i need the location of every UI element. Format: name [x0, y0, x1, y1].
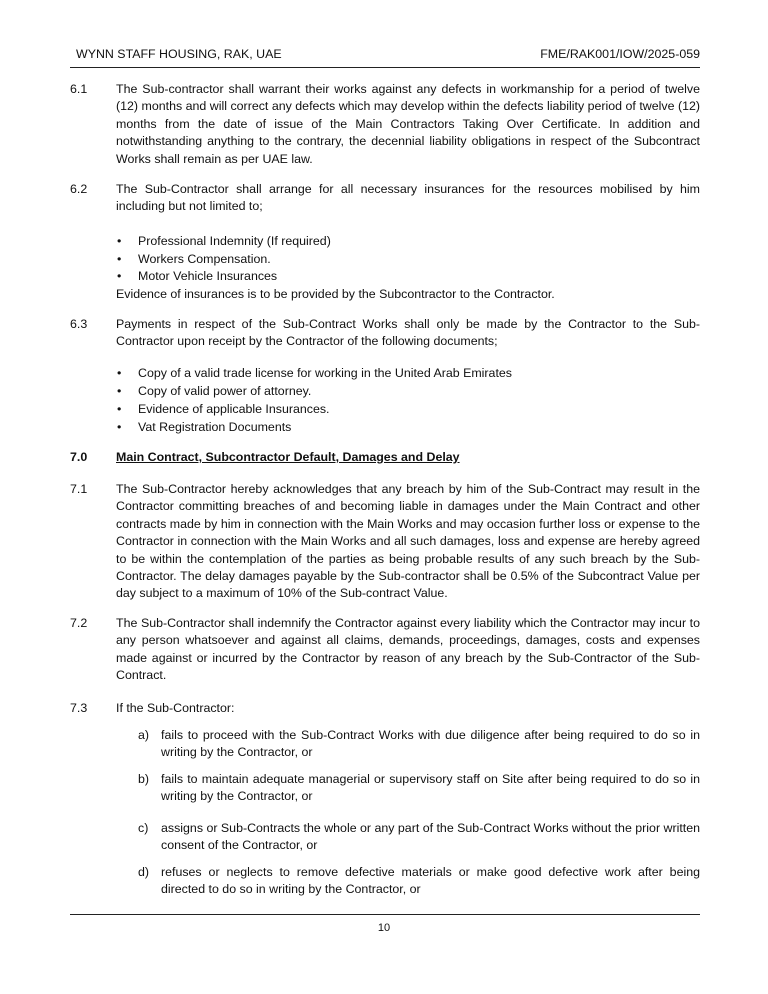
clause-number: 7.2	[70, 616, 88, 630]
footer-divider	[70, 914, 700, 915]
clause-text: If the Sub-Contractor:	[116, 701, 235, 715]
bullet-icon: •	[117, 402, 122, 416]
bullet-icon: •	[117, 269, 122, 283]
sub-item-text: assigns or Sub-Contracts the whole or any part of the Sub-Contract Works without the prior written consent of the Contractor, or	[161, 821, 701, 853]
section-heading: Main Contract, Subcontractor Default, Damages and Delay	[116, 450, 460, 464]
list-item-text: Copy of a valid trade license for working in the United Arab Emirates	[138, 366, 512, 380]
clause-number: 7.3	[70, 701, 88, 715]
header-project-title: WYNN STAFF HOUSING, RAK, UAE	[76, 47, 282, 61]
clause-text: Payments in respect of the Sub-Contract Works shall only be made by the Contractor to the Sub-Contractor upon receipt by the Contractor of the following documents;	[116, 317, 700, 349]
clause-text: The Sub-Contractor shall arrange for all necessary insurances for the resources mobilised by him including but not limited to;	[116, 182, 700, 214]
clause-number: 6.3	[70, 317, 88, 331]
sub-item-text: fails to maintain adequate managerial or supervisory staff on Site after being required to do so in writing by the Contractor, or	[161, 772, 700, 804]
section-number: 7.0	[70, 450, 88, 464]
list-item-text: Vat Registration Documents	[138, 420, 292, 434]
sub-item-label: b)	[138, 772, 150, 786]
sub-item-label: a)	[138, 728, 150, 742]
bullet-icon: •	[117, 234, 122, 248]
clause-number: 6.1	[70, 82, 88, 96]
list-item-text: Copy of valid power of attorney.	[138, 384, 312, 398]
bullet-icon: •	[117, 366, 122, 380]
page-number: 10	[377, 922, 391, 934]
list-item-text: Evidence of applicable Insurances.	[138, 402, 330, 416]
clause-text: The Sub-contractor shall warrant their works against any defects in workmanship for a period of twelve (12) months and will correct any defects which may develop within the defects liability period of twelve (12) months from the date of issue of the Main Contractors Taking Over Certificate. In addition and notwithstanding anything to the contrary, the decennial liability obligations in respect of the Subcontract Works shall remain as per UAE law.	[116, 82, 700, 166]
sub-item-label: c)	[138, 821, 149, 835]
clause-text: The Sub-Contractor hereby acknowledges that any breach by him of the Sub-Contract may result in the Contractor committing breaches of and becoming liable in damages under the Main Contract and other contracts made by him in connection with the Main Works and may occasion further loss or expense to the Contractor in connection with the Main Works and all such damages, loss and expense are hereby agreed to be within the contemplation of the parties as being probable results of any such breach by the Sub-Contractor. The delay damages payable by the Sub-contractor shall be 0.5% of the Subcontract Value per day subject to a maximum of 10% of the Sub-contract Value.	[116, 482, 700, 601]
sub-item-text: refuses or neglects to remove defective materials or make good defective work after being directed to do so in writing by the Contractor, or	[161, 865, 700, 897]
clause-number: 7.1	[70, 482, 88, 496]
clause-number: 6.2	[70, 182, 88, 196]
sub-item-label: d)	[138, 865, 150, 879]
header-document-reference: FME/RAK001/IOW/2025-059	[540, 47, 700, 61]
bullet-icon: •	[117, 420, 122, 434]
bullet-icon: •	[117, 384, 122, 398]
list-item-text: Workers Compensation.	[138, 252, 271, 266]
header-divider	[70, 67, 700, 68]
bullet-icon: •	[117, 252, 122, 266]
list-item-text: Professional Indemnity (If required)	[138, 234, 331, 248]
sub-item-text: fails to proceed with the Sub-Contract Works with due diligence after being required to do so in writing by the Contractor, or	[161, 728, 700, 760]
clause-text: The Sub-Contractor shall indemnify the Contractor against every liability which the Contractor may incur to any person whatsoever and against all claims, demands, proceedings, damages, costs and expenses made against or incurred by the Contractor by reason of any breach by the Sub-Contractor of the Sub-Contract.	[116, 616, 700, 683]
list-item-text: Motor Vehicle Insurances	[138, 269, 278, 283]
insurance-evidence-note: Evidence of insurances is to be provided by the Subcontractor to the Contractor.	[116, 287, 555, 301]
